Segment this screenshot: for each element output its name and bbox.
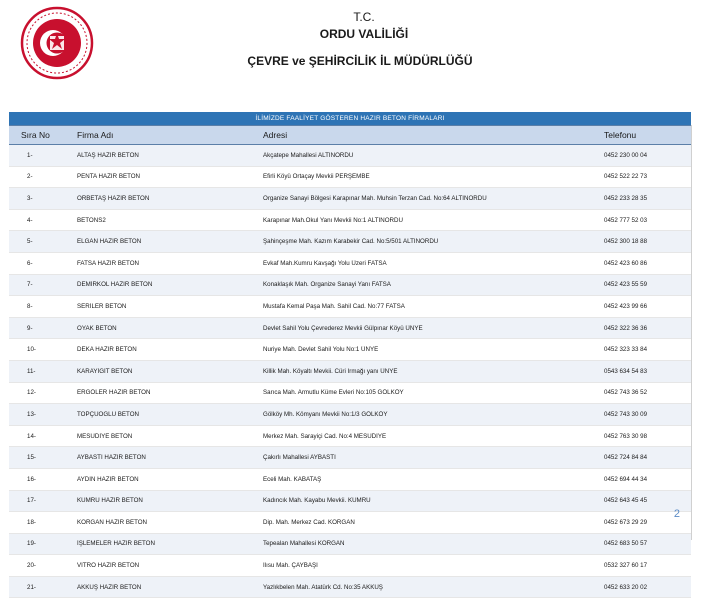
cell-no: 3- bbox=[27, 194, 33, 202]
cell-firm: MESUDİYE BETON bbox=[77, 432, 133, 440]
table-row bbox=[9, 167, 691, 189]
table-row bbox=[9, 253, 691, 275]
table-row bbox=[9, 275, 691, 297]
cell-firm: FATSA HAZIR BETON bbox=[77, 259, 139, 267]
cell-firm: BETONS2 bbox=[77, 216, 106, 224]
cell-address: Nuriye Mah. Devlet Sahil Yolu No:1 ÜNYE bbox=[263, 346, 379, 354]
cell-firm: KORGAN HAZIR BETON bbox=[77, 518, 148, 526]
cell-address: Şahinçeşme Mah. Kazım Karabekir Cad. No:5/501 ALTINORDU bbox=[263, 238, 439, 246]
cell-firm: ORBETAŞ HAZIR BETON bbox=[77, 194, 150, 202]
cell-phone: 0452 423 60 86 bbox=[604, 259, 648, 267]
cell-phone: 0452 423 99 66 bbox=[604, 302, 648, 310]
cell-no: 20- bbox=[27, 562, 36, 570]
cell-address: Konaklaşık Mah. Organize Sanayi Yanı FATSA bbox=[263, 281, 391, 289]
cell-firm: DEMİRKOL HAZIR BETON bbox=[77, 281, 153, 289]
cell-phone: 0452 743 36 52 bbox=[604, 389, 648, 397]
table-row bbox=[9, 577, 691, 598]
table-row bbox=[9, 469, 691, 491]
cell-address: Gölköy Mh. Kömyanı Mevkii No:1/3 GÖLKÖY bbox=[263, 410, 388, 418]
cell-no: 11- bbox=[27, 367, 36, 375]
table-row bbox=[9, 512, 691, 534]
document-header bbox=[180, 10, 540, 69]
table-row bbox=[9, 361, 691, 383]
cell-phone: 0452 322 36 36 bbox=[604, 324, 648, 332]
cell-no: 13- bbox=[27, 410, 36, 418]
cell-address: Efirli Köyü Ortaçay Mevkii PERŞEMBE bbox=[263, 173, 370, 181]
cell-no: 1- bbox=[27, 151, 33, 159]
table-row bbox=[9, 188, 691, 210]
table-row bbox=[9, 145, 691, 167]
cell-phone: 0452 233 28 35 bbox=[604, 194, 648, 202]
cell-phone: 0452 323 33 84 bbox=[604, 346, 648, 354]
cell-phone: 0452 724 84 84 bbox=[604, 454, 648, 462]
cell-no: 8- bbox=[27, 302, 33, 310]
cell-no: 18- bbox=[27, 518, 36, 526]
cell-no: 9- bbox=[27, 324, 33, 332]
cell-firm: AYBASTI HAZIR BETON bbox=[77, 454, 146, 462]
cell-firm: SERİLER BETON bbox=[77, 302, 127, 310]
cell-firm: OYAK BETON bbox=[77, 324, 117, 332]
cell-address: Devlet Sahil Yolu Çevrederez Mevkii Gülpınar Köyü ÜNYE bbox=[263, 324, 423, 332]
cell-address: Karapınar Mah.Okul Yanı Mevkii No:1 ALTINORDU bbox=[263, 216, 403, 224]
cell-no: 14- bbox=[27, 432, 36, 440]
cell-firm: KARAYİĞİT BETON bbox=[77, 367, 133, 375]
cell-firm: ELGAN HAZIR BETON bbox=[77, 238, 142, 246]
cell-address: Ilısu Mah. ÇAYBAŞI bbox=[263, 562, 318, 570]
cell-no: 10- bbox=[27, 346, 36, 354]
cell-firm: DEKA HAZIR BETON bbox=[77, 346, 137, 354]
cell-phone: 0452 743 30 09 bbox=[604, 410, 648, 418]
table-row bbox=[9, 426, 691, 448]
table-header-row bbox=[9, 125, 691, 145]
table-row bbox=[9, 447, 691, 469]
table-row bbox=[9, 210, 691, 232]
cell-firm: İŞLEMELER HAZIR BETON bbox=[77, 540, 155, 548]
cell-phone: 0452 777 52 03 bbox=[604, 216, 648, 224]
cell-address: Çakırlı Mahallesi AYBASTI bbox=[263, 454, 336, 462]
header-cell-phone: Telefonu bbox=[604, 130, 637, 140]
cell-phone: 0452 673 29 29 bbox=[604, 518, 648, 526]
table-row bbox=[9, 404, 691, 426]
cell-address: Kadıncık Mah. Kayabu Mevkii. KUMRU bbox=[263, 497, 371, 505]
cell-phone: 0452 423 55 59 bbox=[604, 281, 648, 289]
cell-address: Akçatepe Mahallesi ALTINORDU bbox=[263, 151, 354, 159]
cell-firm: KUMRU HAZIR BETON bbox=[77, 497, 143, 505]
cell-no: 5- bbox=[27, 238, 33, 246]
cell-phone: 0452 643 45 45 bbox=[604, 497, 648, 505]
cell-firm: AYDIN HAZIR BETON bbox=[77, 475, 139, 483]
cell-phone: 0452 683 50 57 bbox=[604, 540, 648, 548]
cell-no: 17- bbox=[27, 497, 36, 505]
table-row bbox=[9, 491, 691, 513]
table-banner: İLİMİZDE FAALİYET GÖSTEREN HAZIR BETON FİRMALARI bbox=[9, 112, 691, 125]
table-row bbox=[9, 318, 691, 340]
cell-phone: 0452 763 30 98 bbox=[604, 432, 648, 440]
cell-address: Mustafa Kemal Paşa Mah. Sahil Cad. No:77 FATSA bbox=[263, 302, 405, 310]
cell-address: Killik Mah. Köyaltı Mevkii. Cüri Irmağı yanı ÜNYE bbox=[263, 367, 398, 375]
cell-no: 6- bbox=[27, 259, 33, 267]
cell-phone: 0452 633 20 02 bbox=[604, 583, 648, 591]
cell-no: 12- bbox=[27, 389, 36, 397]
table-row bbox=[9, 534, 691, 556]
cell-firm: ERGÖLER HAZIR BETON bbox=[77, 389, 151, 397]
cell-address: Dip. Mah. Merkez Cad. KORGAN bbox=[263, 518, 355, 526]
table-body bbox=[9, 145, 691, 598]
cell-firm: VİTRO HAZIR BETON bbox=[77, 562, 140, 570]
cell-phone: 0452 694 44 34 bbox=[604, 475, 648, 483]
cell-firm: TOPÇUOĞLU BETON bbox=[77, 410, 140, 418]
company-table bbox=[9, 125, 691, 598]
cell-phone: 0532 327 60 17 bbox=[604, 562, 648, 570]
table-row bbox=[9, 339, 691, 361]
header-line-tc: T.C. bbox=[353, 10, 375, 24]
table-row bbox=[9, 231, 691, 253]
cell-firm: PENTA HAZIR BETON bbox=[77, 173, 141, 181]
cell-phone: 0452 522 22 73 bbox=[604, 173, 648, 181]
cell-address: Sarıca Mah. Armutlu Küme Evleri No:105 GÖLKÖY bbox=[263, 389, 404, 397]
cell-address: Merkez Mah. Sarayiçi Cad. No:4 MESUDİYE bbox=[263, 432, 387, 440]
table-row bbox=[9, 555, 691, 577]
cell-no: 4- bbox=[27, 216, 33, 224]
cell-firm: AKKUŞ HAZIR BETON bbox=[77, 583, 142, 591]
page-number: 2 bbox=[673, 508, 680, 520]
cell-address: Tepealan Mahallesi KORGAN bbox=[263, 540, 345, 548]
cell-no: 21- bbox=[27, 583, 36, 591]
cell-no: 7- bbox=[27, 281, 33, 289]
turkish-emblem-icon bbox=[20, 6, 94, 80]
header-cell-firm: Firma Adı bbox=[77, 130, 114, 140]
cell-phone: 0543 634 54 83 bbox=[604, 367, 648, 375]
header-cell-address: Adresi bbox=[263, 130, 288, 140]
cell-no: 15- bbox=[27, 454, 36, 462]
header-line-mudurluk: ÇEVRE ve ŞEHİRCİLİK İL MÜDÜRLÜĞÜ bbox=[247, 54, 473, 68]
cell-no: 2- bbox=[27, 173, 33, 181]
table-row bbox=[9, 296, 691, 318]
header-line-valilik: ORDU VALİLİĞİ bbox=[319, 27, 409, 41]
cell-address: Organize Sanayi Bölgesi Karapınar Mah. Muhsin Terzan Cad. No:64 ALTINORDU bbox=[263, 194, 487, 202]
divider bbox=[691, 125, 692, 540]
cell-address: Eceli Mah. KABATAŞ bbox=[263, 475, 322, 483]
cell-no: 16- bbox=[27, 475, 36, 483]
cell-address: Yazlıkbelen Mah. Atatürk Cd. No:35 AKKUŞ bbox=[263, 583, 383, 591]
cell-phone: 0452 230 00 04 bbox=[604, 151, 648, 159]
table-row bbox=[9, 383, 691, 405]
cell-firm: ALTAŞ HAZIR BETON bbox=[77, 151, 139, 159]
header-cell-no: Sıra No bbox=[21, 130, 50, 140]
cell-phone: 0452 300 18 88 bbox=[604, 238, 648, 246]
cell-no: 19- bbox=[27, 540, 36, 548]
cell-address: Evkaf Mah.Kumru Kavşağı Yolu Üzeri FATSA bbox=[263, 259, 387, 267]
